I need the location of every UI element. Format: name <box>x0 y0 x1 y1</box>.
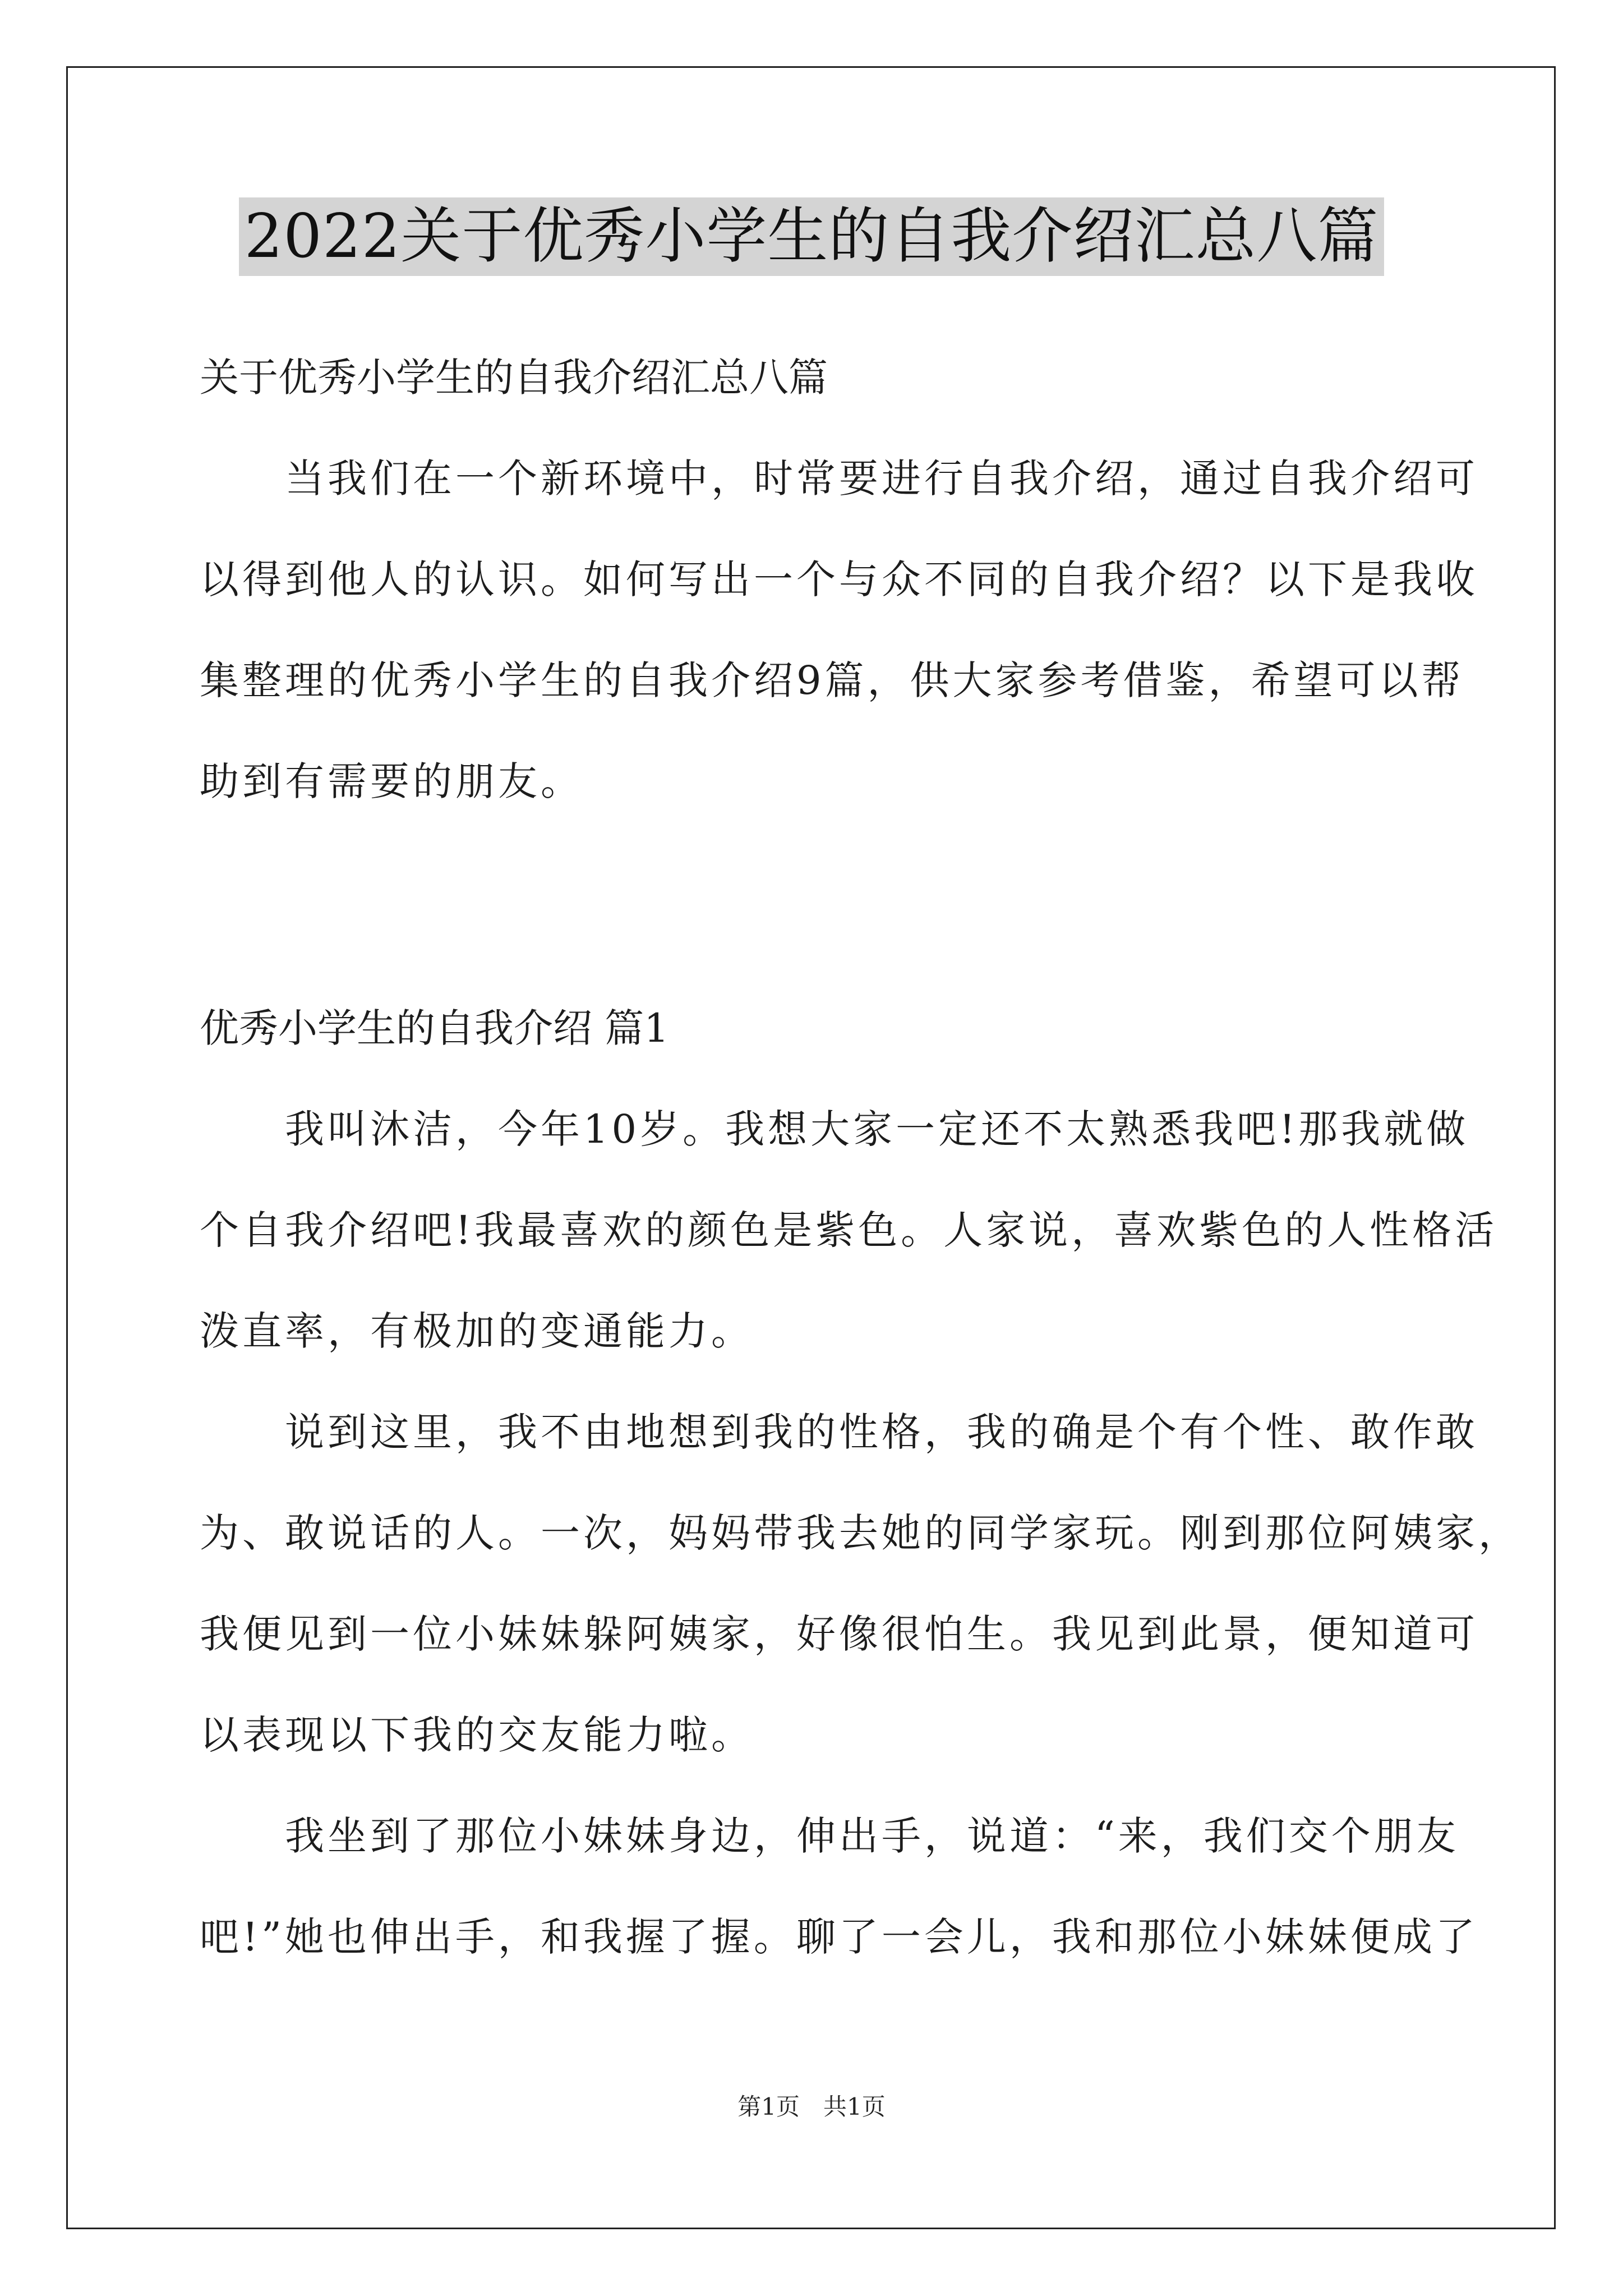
intro-line: 助到有需要的朋友。 <box>200 758 583 804</box>
body-line: 吧!”她也伸出手，和我握了握。聊了一会儿，我和那位小妹妹便成了 <box>200 1914 1478 1960</box>
title-wrap <box>0 197 1623 276</box>
intro-line: 当我们在一个新环境中，时常要进行自我介绍，通过自我介绍可 <box>200 455 1478 501</box>
page-footer: 第1页 共1页 <box>737 2093 886 2120</box>
body-line: 我叫沐洁，今年10岁。我想大家一定还不太熟悉我吧!那我就做 <box>200 1106 1469 1152</box>
body-line: 说到这里，我不由地想到我的性格，我的确是个有个性、敢作敢 <box>200 1409 1478 1455</box>
body-line: 个自我介绍吧!我最喜欢的颜色是紫色。人家说，喜欢紫色的人性格活 <box>200 1207 1498 1253</box>
intro-line: 集整理的优秀小学生的自我介绍9篇，供大家参考借鉴，希望可以帮 <box>200 657 1464 703</box>
document-subtitle: 关于优秀小学生的自我介绍汇总八篇 <box>200 355 828 401</box>
body-line: 泼直率，有极加的变通能力。 <box>200 1308 754 1354</box>
body-line: 为、敢说话的人。一次，妈妈带我去她的同学家玩。刚到那位阿姨家， <box>200 1510 1521 1556</box>
section-heading: 优秀小学生的自我介绍 篇1 <box>200 1005 669 1051</box>
document-title: 2022关于优秀小学生的自我介绍汇总八篇 <box>239 197 1385 276</box>
body-line: 以表现以下我的交友能力啦。 <box>200 1712 754 1758</box>
intro-line: 以得到他人的认识。如何写出一个与众不同的自我介绍？以下是我收 <box>200 556 1478 602</box>
body-line: 我坐到了那位小妹妹身边，伸出手，说道：“来，我们交个朋友 <box>200 1813 1459 1859</box>
body-line: 我便见到一位小妹妹躲阿姨家，好像很怕生。我见到此景，便知道可 <box>200 1611 1478 1657</box>
